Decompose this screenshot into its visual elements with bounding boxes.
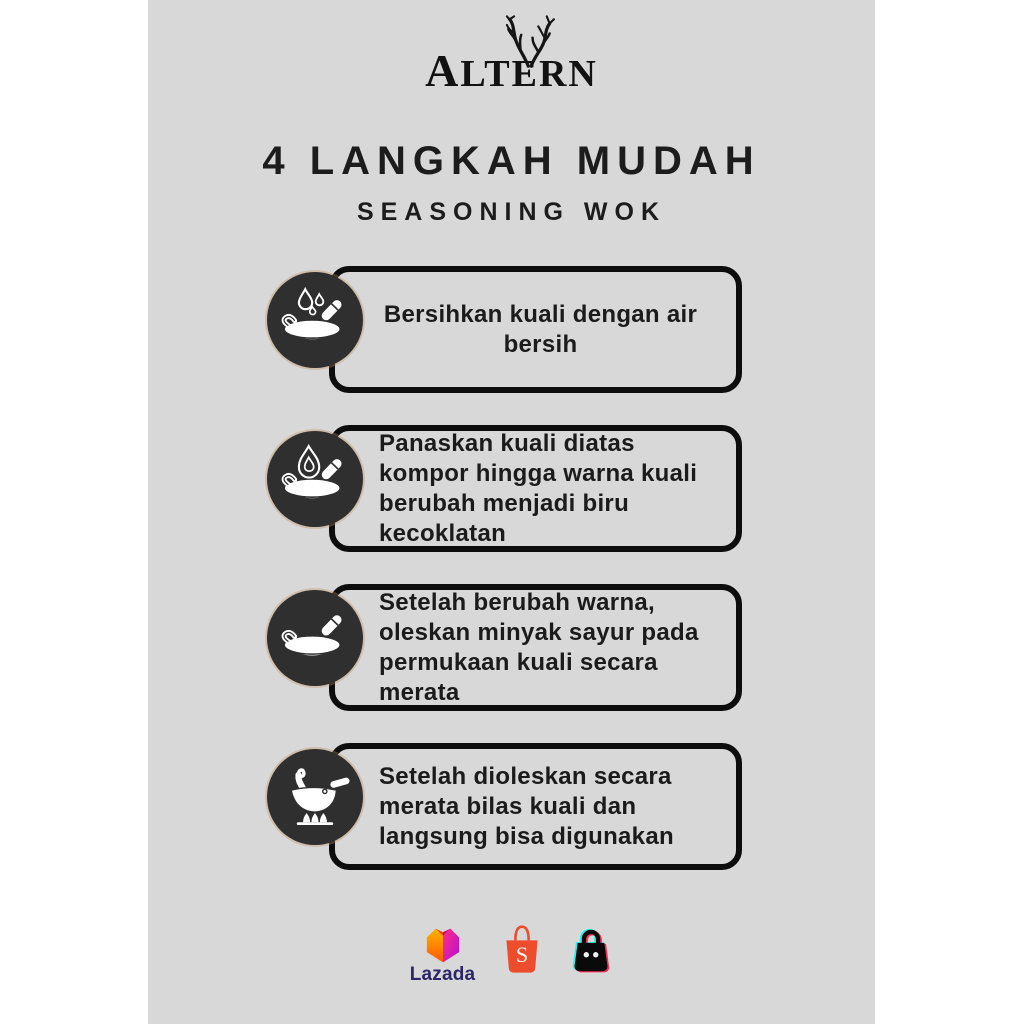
marketplace-logos bbox=[148, 924, 875, 984]
step-1-item bbox=[148, 266, 875, 393]
brand-logo bbox=[148, 12, 875, 112]
step-3-icon-badge bbox=[267, 590, 363, 686]
step-4-text: Setelah dioleskan secara merata bilas kuali dan langsung bisa digunakan bbox=[379, 762, 674, 850]
step-1-icon-badge bbox=[267, 272, 363, 368]
step-2-card bbox=[329, 425, 742, 552]
wok-on-stove-icon bbox=[280, 762, 350, 832]
step-2-item bbox=[148, 425, 875, 552]
step-1-text: Bersihkan kuali dengan air bersih bbox=[383, 300, 698, 358]
artboard bbox=[148, 0, 875, 1024]
page-title: 4 LANGKAH MUDAH bbox=[262, 139, 761, 183]
step-4-item bbox=[148, 743, 875, 870]
wok-water-drops-icon bbox=[280, 285, 350, 355]
page-subtitle: SEASONING WOK bbox=[356, 198, 667, 226]
brand-name: ALTERN bbox=[425, 45, 598, 96]
shopee-bag-icon bbox=[502, 924, 542, 976]
shopee-monogram: S bbox=[516, 941, 529, 967]
tiktok-shop-logo bbox=[569, 924, 613, 976]
wok-icon bbox=[280, 603, 350, 673]
steps-list bbox=[148, 266, 875, 902]
wok-flame-icon bbox=[280, 444, 350, 514]
tiktok-shop-bag-icon bbox=[569, 924, 613, 976]
step-3-item bbox=[148, 584, 875, 711]
step-1-card bbox=[329, 266, 742, 393]
step-3-card bbox=[329, 584, 742, 711]
step-3-text: Setelah berubah warna, oleskan minyak sayur pada permukaan kuali secara merata bbox=[379, 588, 699, 706]
step-4-card bbox=[329, 743, 742, 870]
shopee-logo bbox=[502, 924, 542, 976]
step-4-icon-badge bbox=[267, 749, 363, 845]
step-2-icon-badge bbox=[267, 431, 363, 527]
lazada-wordmark: Lazada bbox=[409, 964, 476, 985]
lazada-logo bbox=[410, 924, 476, 984]
lazada-icon bbox=[421, 924, 465, 964]
step-2-text: Panaskan kuali diatas kompor hingga warna kuali berubah menjadi biru kecoklatan bbox=[379, 429, 698, 547]
brand-logo-inner bbox=[425, 12, 598, 94]
